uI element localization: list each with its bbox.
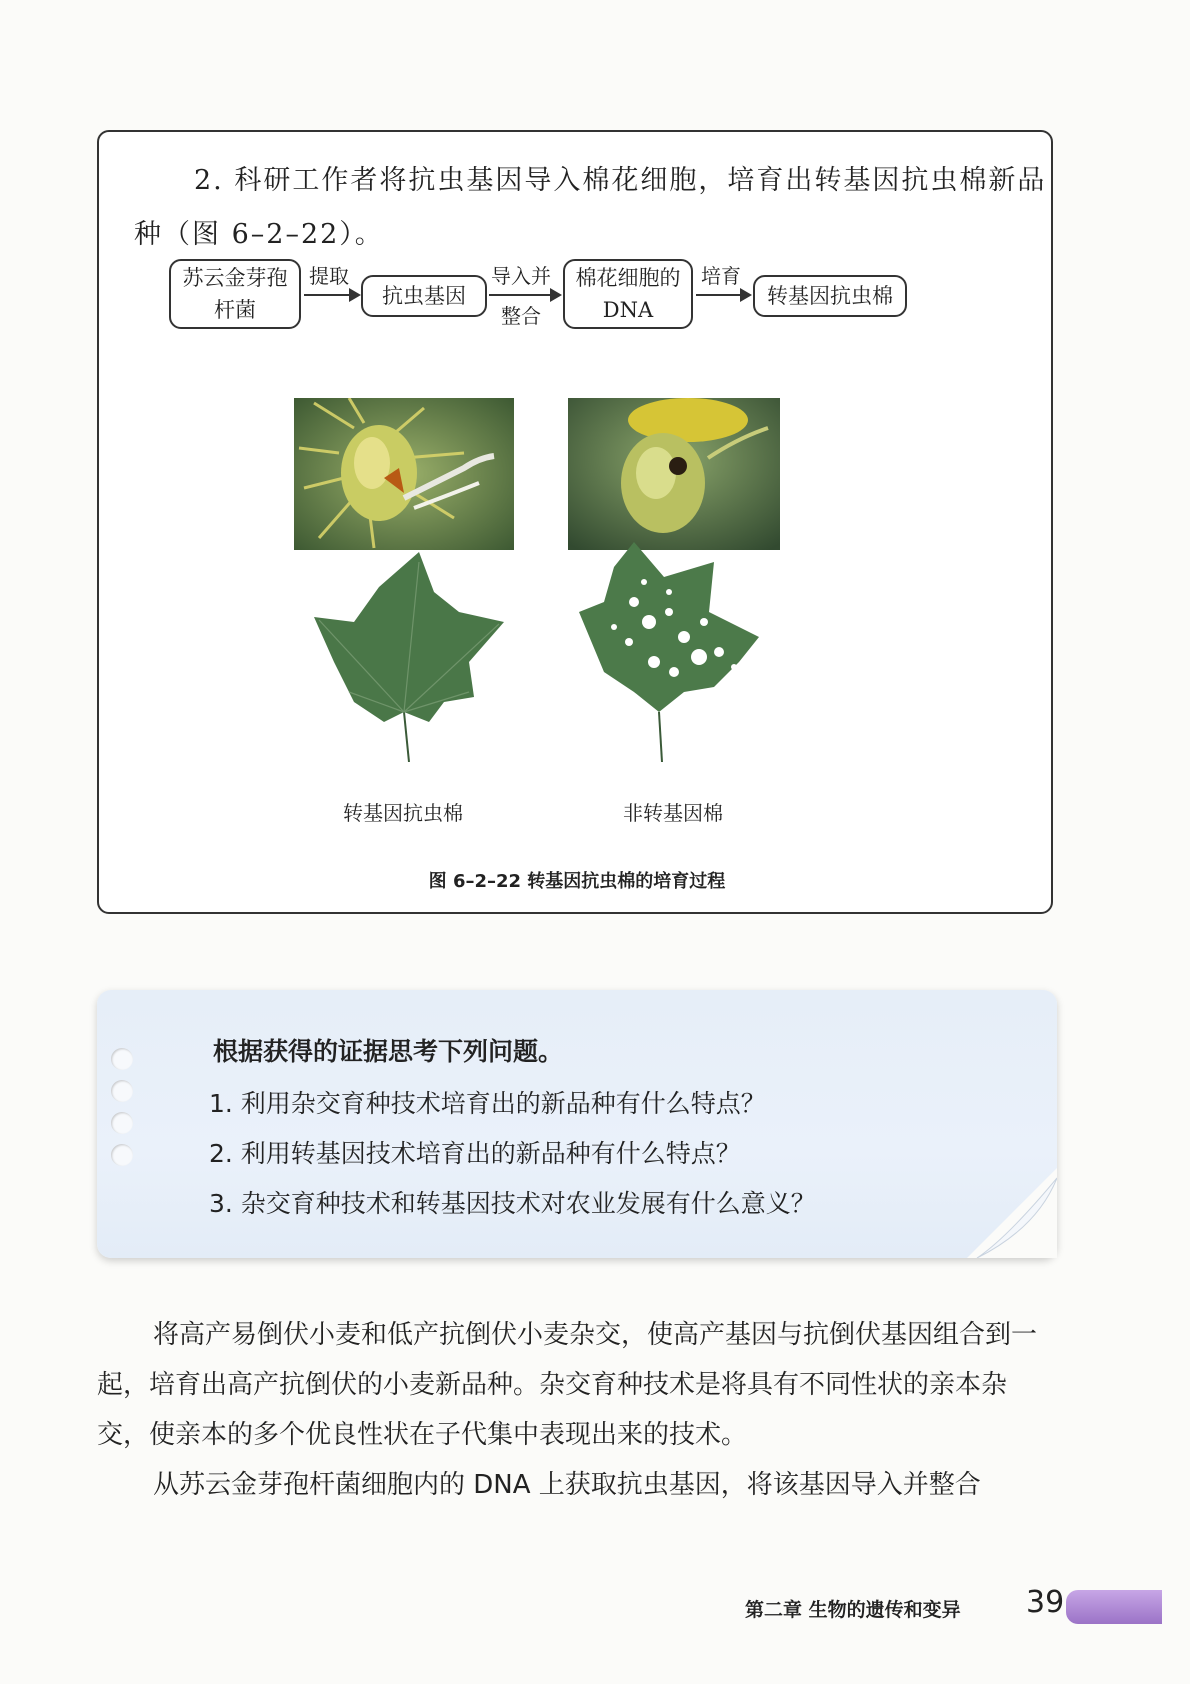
binder-hole-4 <box>111 1144 133 1166</box>
flow-node-bacillus <box>169 259 301 329</box>
arrow-label-integrate: 整合 <box>501 304 541 328</box>
arrow-label-insert: 导入并 <box>491 264 551 288</box>
flow-node-gene-label: 抗虫基因 <box>382 284 466 308</box>
arrow-label-extract: 提取 <box>309 264 349 288</box>
note-title: 根据获得的证据思考下列问题。 <box>213 1037 564 1066</box>
body-paragraph-1-text: 将高产易倒伏小麦和低产抗倒伏小麦杂交，使高产基因与抗倒伏基因组合到一起，培育出高产抗倒伏的小麦新品种。杂交育种技术是将具有不同性状的亲本杂交，使亲本的多个优良性状在子代集中表现出来的技术。 <box>97 1320 1038 1450</box>
activity-box <box>97 130 1053 914</box>
question-note-card <box>97 990 1057 1258</box>
photo-bt-cotton-boll <box>294 398 514 550</box>
binder-hole-1 <box>111 1048 133 1070</box>
note-question-3: 3. 杂交育种技术和转基因技术对农业发展有什么意义？ <box>209 1189 816 1218</box>
intro-line-2: 种（图 6–2–22）。 <box>134 219 384 250</box>
footer-chapter: 第二章 生物的遗传和变异 <box>745 1599 961 1621</box>
arrow-insert <box>489 294 560 296</box>
note-question-2: 2. 利用转基因技术培育出的新品种有什么特点？ <box>209 1139 741 1168</box>
body-paragraph-2-text: 从苏云金芽孢杆菌细胞内的 DNA 上获取抗虫基因，将该基因导入并整合 <box>153 1470 981 1500</box>
label-bt-cotton: 转基因抗虫棉 <box>343 801 463 825</box>
photo-normal-cotton-boll <box>568 398 780 550</box>
flow-node-bt-cotton-label: 转基因抗虫棉 <box>767 284 893 308</box>
flow-node-dna-line1: 棉花细胞的 <box>575 266 681 290</box>
arrow-cultivate <box>696 294 750 296</box>
note-question-1: 1. 利用杂交育种技术培育出的新品种有什么特点？ <box>209 1089 766 1118</box>
flow-node-gene <box>361 275 487 317</box>
leaf-bt-cotton-intact <box>309 552 509 762</box>
arrow-extract <box>304 294 359 296</box>
body-paragraph-2 <box>97 1460 1057 1510</box>
arrow-label-cultivate: 培育 <box>701 264 741 288</box>
leaf-normal-cotton-damaged <box>574 542 779 762</box>
page-curl-corner <box>967 1168 1057 1258</box>
intro-line-1: 2. 科研工作者将抗虫基因导入棉花细胞，培育出转基因抗虫棉新品 <box>194 165 1047 196</box>
binder-hole-2 <box>111 1080 133 1102</box>
flow-node-bt-cotton <box>753 275 907 317</box>
flow-node-dna-line2: DNA <box>602 298 654 322</box>
flow-node-bacillus-line1: 苏云金芽孢 <box>182 266 288 290</box>
body-paragraph-1 <box>97 1310 1057 1460</box>
binder-hole-3 <box>111 1112 133 1134</box>
figure-caption: 图 6–2–22 转基因抗虫棉的培育过程 <box>428 871 726 892</box>
flow-node-bacillus-line2: 杆菌 <box>214 298 256 322</box>
page-number: 39 <box>1026 1585 1065 1620</box>
flow-node-dna <box>563 259 693 329</box>
label-non-bt-cotton: 非转基因棉 <box>623 801 723 825</box>
chapter-tab <box>1066 1590 1162 1624</box>
